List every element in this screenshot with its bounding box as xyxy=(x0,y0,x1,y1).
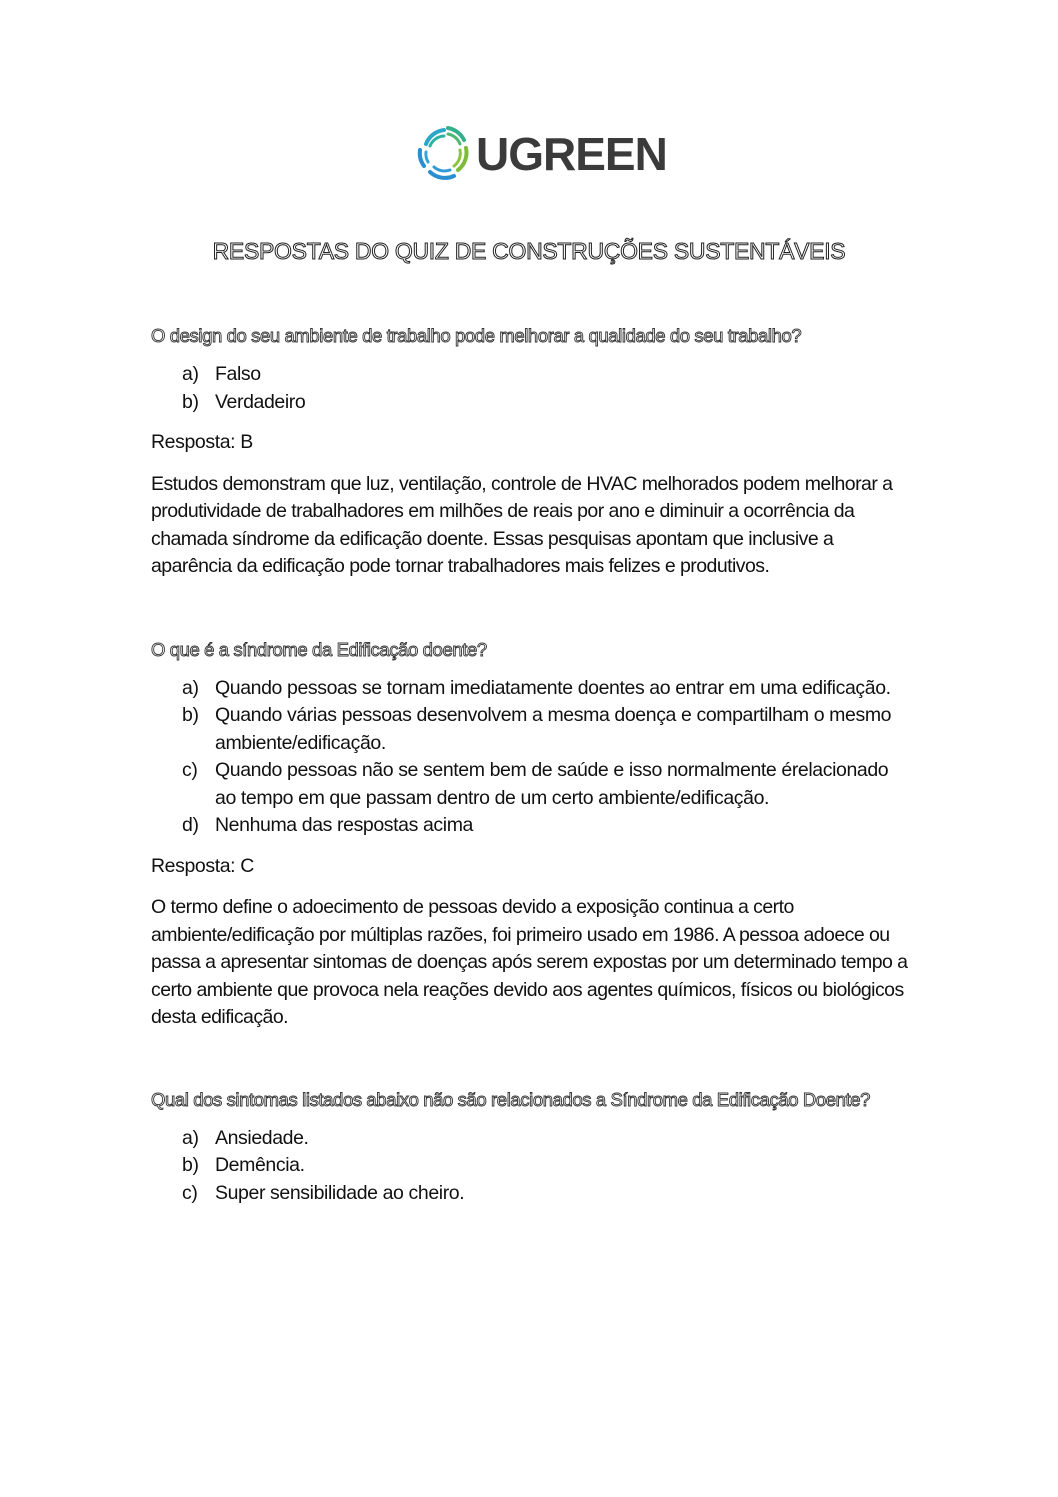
option-text: Quando pessoas não se sentem bem de saúde e isso normalmente érelacionado ao tempo em que passam dentro de um certo ambiente/edificação. xyxy=(215,759,889,809)
quiz-content xyxy=(151,322,911,1207)
logo-wordmark: UGREEN xyxy=(476,128,667,180)
option-text: Quando várias pessoas desenvolvem a mesma doença e compartilham o mesmo ambiente/edificação. xyxy=(215,704,892,754)
options-list xyxy=(151,361,911,416)
option-item xyxy=(151,675,911,703)
explanation-text: Estudos demonstram que luz, ventilação, controle de HVAC melhorados podem melhorar a produtividade de trabalhadores em milhões de reais por ano e diminuir a ocorrência da chamada síndrome da edificação doente. Essas pesquisas apontam que inclusive a aparência da edificação pode tornar trabalhadores mais felizes e produtivos. xyxy=(151,472,893,577)
question-text: O que é a síndrome da Edificação doente? xyxy=(151,638,487,660)
option-label: a) xyxy=(182,363,199,385)
option-label: a) xyxy=(182,1126,199,1149)
question-text: Qual dos sintomas listados abaixo não são relacionados a Síndrome da Edificação Doente? xyxy=(151,1088,871,1110)
swirl-logo-icon xyxy=(414,122,474,182)
options-list xyxy=(151,1125,911,1208)
explanation-text: O termo define o adoecimento de pessoas devido a exposição continua a certo ambiente/edificação por múltiplas razões, foi primeiro usado em 1986. A pessoa adoece ou passa a apresentar sintomas de doenças após serem expostas por um determinado tempo a certo ambiente que provoca nela reações devido aos agentes químicos, físicos ou biológicos desta edificação. xyxy=(151,896,908,1028)
option-item xyxy=(151,1125,911,1153)
option-label: b) xyxy=(182,704,199,726)
option-item xyxy=(151,361,911,389)
option-item xyxy=(151,389,911,417)
section-spacer xyxy=(151,1032,911,1086)
option-item xyxy=(151,702,911,757)
options-list xyxy=(151,675,911,840)
option-text: Super sensibilidade ao cheiro. xyxy=(215,1181,465,1204)
question-block-1 xyxy=(151,322,911,581)
option-text: Falso xyxy=(215,363,261,385)
option-item xyxy=(151,812,911,840)
option-text: Verdadeiro xyxy=(215,390,306,413)
page-title: RESPOSTAS DO QUIZ DE CONSTRUÇÕES SUSTENTÁVEIS xyxy=(212,238,846,264)
ugreen-logo xyxy=(414,122,667,184)
answer-text: Resposta: C xyxy=(151,854,254,877)
question-block-3 xyxy=(151,1086,911,1208)
question-block-2 xyxy=(151,636,911,1032)
option-text: Quando pessoas se tornam imediatamente doentes ao entrar em uma edificação. xyxy=(215,676,891,699)
option-text: Nenhuma das respostas acima xyxy=(215,814,474,836)
option-label: c) xyxy=(182,759,198,781)
question-text: O design do seu ambiente de trabalho pode melhorar a qualidade do seu trabalho? xyxy=(151,325,802,346)
option-label: b) xyxy=(182,1154,199,1176)
section-spacer xyxy=(151,581,911,636)
option-label: d) xyxy=(182,814,199,836)
option-text: Ansiedade. xyxy=(215,1126,309,1149)
answer-text: Resposta: B xyxy=(151,431,253,453)
option-item xyxy=(151,757,911,812)
option-label: b) xyxy=(182,390,199,413)
option-label: c) xyxy=(182,1181,198,1204)
option-label: a) xyxy=(182,676,199,699)
option-item xyxy=(151,1152,911,1180)
option-text: Demência. xyxy=(215,1154,305,1176)
option-item xyxy=(151,1180,911,1208)
